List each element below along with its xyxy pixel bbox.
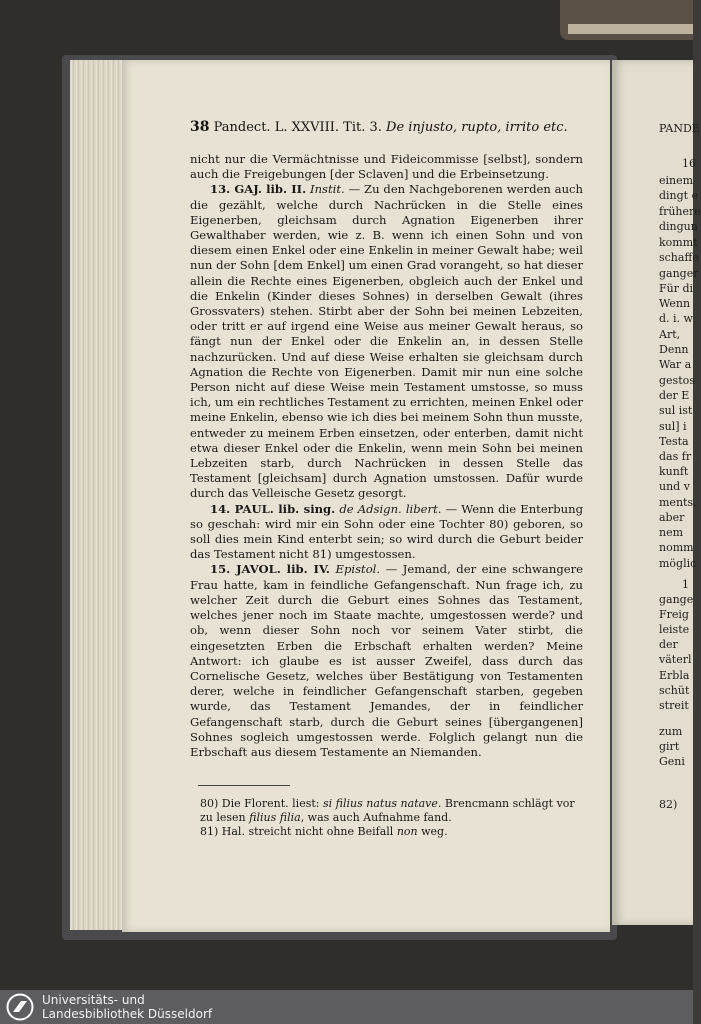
facing-page-line: und v xyxy=(659,480,690,493)
facing-page-line: schüt xyxy=(659,684,690,697)
paragraph-14 xyxy=(190,502,583,563)
facing-page xyxy=(612,60,701,925)
facing-page-line: streit xyxy=(659,699,689,712)
facing-page-line: leiste xyxy=(659,623,690,636)
facing-page-line: ments. xyxy=(659,496,697,509)
facing-page-line: Denn xyxy=(659,343,689,356)
facing-page-line: gange xyxy=(659,593,694,606)
footnote-rule xyxy=(198,785,290,786)
library-name-line2: Landesbibliothek Düsseldorf xyxy=(42,1007,213,1021)
section-lead: 13. GAJ. lib. II. xyxy=(210,182,307,197)
facing-page-line: schaffe xyxy=(659,251,699,264)
adjacent-book-edge xyxy=(568,24,693,34)
footnote-81-end: weg. xyxy=(421,825,448,838)
facing-page-line: einem xyxy=(659,174,694,187)
library-name-line1: Universitäts- und xyxy=(42,993,145,1007)
facing-page-line: d. i. w xyxy=(659,312,693,325)
facing-page-line: Erbla xyxy=(659,669,690,682)
section-source: Instit. xyxy=(310,182,345,197)
facing-page-line: Testa xyxy=(659,435,689,448)
footnote-80-mid: Brencmann schlägt vor zu lesen xyxy=(200,797,575,824)
facing-page-line: frühere xyxy=(659,205,701,218)
facing-page-line: väterl xyxy=(659,653,692,666)
library-name xyxy=(42,993,212,1021)
facing-page-line: kunft xyxy=(659,465,689,478)
footnote-80-quote2: filius filia xyxy=(249,811,301,824)
facing-page-line: sul] i xyxy=(659,420,687,433)
facing-page-line: Geni xyxy=(659,755,685,768)
facing-page-line: kommt xyxy=(659,236,698,249)
facing-page-line: War a xyxy=(659,358,692,371)
section-lead: 15. JAVOL. lib. IV. xyxy=(210,562,330,577)
page-number: 38 xyxy=(190,119,210,135)
section-lead: 14. PAUL. lib. sing. xyxy=(210,501,336,516)
facing-page-line: Für di xyxy=(659,282,694,295)
page-edges xyxy=(70,60,128,930)
page-header xyxy=(190,119,585,135)
facing-page-line: gestos xyxy=(659,374,695,387)
footnote-81-label: 81) Hal. streicht nicht ohne Beifall xyxy=(200,825,394,838)
section-text: — Wenn die Enterbung so geschah: wird mir ein Sohn oder eine Tochter 80) geboren, so soll dies mein Kind enterbt sein; so wird durch die Geburt beider das Testament nicht 81) umgestossen. xyxy=(190,501,584,562)
facing-page-line: girt xyxy=(659,740,680,753)
paragraph-continuation: nicht nur die Vermächtnisse und Fideicommisse [selbst], sondern auch die Freigebungen [der Sclaven] und die Erbeinsetzung. xyxy=(190,152,583,182)
facing-page-line: 82) xyxy=(659,798,678,811)
facing-page-line: Art, xyxy=(659,328,681,341)
facing-page-line: der E xyxy=(659,389,690,402)
library-logo-icon xyxy=(6,993,34,1021)
facing-page-line: sul ist xyxy=(659,404,693,417)
facing-page-line: 16 xyxy=(682,157,696,170)
facing-page-line: das fr xyxy=(659,450,692,463)
facing-page-line: 1 xyxy=(682,578,689,591)
footnote-80-label: 80) Die Florent. liest: xyxy=(200,797,320,810)
section-text: — Zu den Nachgeborenen werden auch die gezählt, welche durch Nachrücken in die Stelle eines Eigenerben, gleichsam durch Agnation Eigenerben ihrer Gewalthaber werden, wie z. B. wenn ich einen Sohn und von diesem einen Enkel oder eine Enkelin in meiner Gewalt habe; weil nun der Sohn [dem Enkel] um einen Grad vorangeht, so hat dieser allein die Rechte eines Eigenerben, obgleich auch der Enkel und die Enkelin (Kinder dieses Sohnes) in derselben Gewalt (ihres Grossvaters) stehen. Stirbt aber der Sohn bei meinen Lebzeiten, oder tritt er auf irgend eine Weise aus meiner Gewalt heraus, so fängt nun der Enkel oder die Enkelin an, in dessen Stelle nachzurücken. Und auf diese Weise erhalten sie gleichsam durch Agnation die Rechte von Eigenerben. Damit mir nun eine solche Person nicht auf diese Weise mein Testament umstosse, so muss ich, um ein rechtliches Testament zu errichten, meinen Enkel oder meine Enkelin, ebenso wie ich dies bei meinem Sohn thun musste, entweder zu meinem Erben einsetzen, oder enterben, damit nicht etwa dieser Enkel oder die Enkelin, wenn mein Sohn bei meinen Lebzeiten starb, durch Nachrücken in dessen Stelle das Testament [gleichsam] durch Agnation umstossen. Dafür wurde durch das Velleische Gesetz gesorgt. xyxy=(190,182,584,501)
facing-page-line: Wenn xyxy=(659,297,691,310)
section-source: de Adsign. libert. xyxy=(339,501,442,516)
facing-page-line: zum xyxy=(659,725,683,738)
facing-page-line: dingt e xyxy=(659,189,699,202)
paragraph-15 xyxy=(190,562,583,760)
facing-page-line: ganger xyxy=(659,267,699,280)
library-footer xyxy=(0,990,693,1024)
facing-page-line: nem xyxy=(659,526,684,539)
section-text: — Jemand, der eine schwangere Frau hatte, kam in feindliche Gefangenschaft. Nun frage ich, zu welcher Zeit durch die Geburt eines Sohnes das Testament, welches jener noch im Staate machte, umgestossen werde? und ob, wenn dieser Sohn noch vor seinem Vater stirbt, die eingesetzten Erben die Erbschaft erhalten werden? Meine Antwort: ich glaube es ist ausser Zweifel, dass durch das Cornelische Gesetz, welches über Bestätigung von Testamenten derer, welche in feindlicher Gefangenschaft starben, gegeben wurde, das Testament Jemandes, der in feindlicher Gefangenschaft starb, durch die Geburt seines [übergangenen] Sohnes sogleich umgestossen werde. Folglich gelangt nun die Erbschaft aus diesem Testamente an Niemanden. xyxy=(190,562,583,759)
footnotes xyxy=(200,797,585,839)
facing-page-line: dingun xyxy=(659,220,698,233)
section-source: Epistol. xyxy=(335,562,381,577)
footnote-80 xyxy=(200,797,585,825)
facing-page-line: Freig xyxy=(659,608,689,621)
footnote-81-word: non xyxy=(396,825,418,838)
footnote-80-quote: si filius natus natave. xyxy=(323,797,442,810)
footnote-80-end: , was auch Aufnahme fand. xyxy=(300,811,452,824)
paragraph-13 xyxy=(190,182,583,501)
facing-page-line: PANDE xyxy=(659,122,700,135)
header-italic-title: De injusto, rupto, irrito etc. xyxy=(386,120,568,135)
running-title: Pandect. L. XXVIII. Tit. 3. xyxy=(213,120,382,135)
page-body xyxy=(190,152,583,760)
adjacent-book xyxy=(560,0,693,40)
footnote-81 xyxy=(200,825,585,839)
facing-page-line: möglic xyxy=(659,557,697,570)
facing-page-line: nomm xyxy=(659,541,694,554)
facing-page-line: der xyxy=(659,638,678,651)
facing-page-line: aber xyxy=(659,511,685,524)
